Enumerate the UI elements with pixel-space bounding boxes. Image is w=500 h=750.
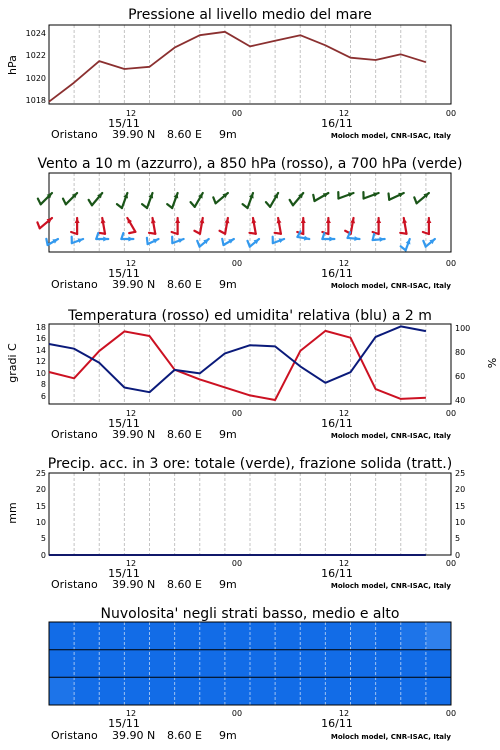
- precipitation-y-tick: 0: [40, 551, 46, 560]
- cloud-cell-medio: [426, 650, 452, 678]
- x-tick-label: 00: [231, 709, 243, 718]
- precipitation-title: Precip. acc. in 3 ore: totale (verde), frazione solida (tratt.): [47, 456, 453, 472]
- location-lon: 8.60 E: [167, 278, 202, 291]
- pressure-x-axis: [108, 109, 456, 130]
- temperature-y-ticks: [36, 323, 46, 401]
- pressure-line: [49, 32, 426, 102]
- model-credit: Moloch model, CNR-ISAC, Italy: [330, 432, 451, 440]
- cloud-cell-alto: [351, 622, 377, 650]
- cloud-cell-medio: [325, 650, 351, 678]
- cloud-cell-alto: [175, 622, 201, 650]
- cloud-location-footer: [51, 729, 451, 742]
- wind-arrow-10m-feather: [423, 241, 425, 247]
- wind-barb-700hpa: [243, 193, 254, 208]
- location-lon: 8.60 E: [167, 428, 202, 441]
- wind-arrow-10m-feather: [247, 241, 249, 247]
- wind-barb-700hpa: [167, 193, 178, 208]
- x-tick-label: 00: [231, 259, 243, 268]
- cloud-cell-medio: [351, 650, 377, 678]
- x-tick-label: 00: [231, 109, 243, 118]
- day-label: 16/11: [321, 417, 353, 430]
- cloud-cell-basso: [225, 677, 251, 705]
- cloud-cell-basso: [401, 677, 427, 705]
- wind-barb-850hpa-head: [326, 218, 331, 223]
- pressure-y-tick: 1018: [25, 96, 46, 105]
- wind-barb-700hpa-feather: [213, 197, 215, 203]
- cloud-cell-alto: [74, 622, 100, 650]
- humidity-y-ticks: [455, 324, 470, 405]
- wind-barb-850hpa: [149, 218, 156, 234]
- wind-barb-700hpa: [290, 193, 304, 205]
- day-label: 16/11: [321, 567, 353, 580]
- pressure-y-label: hPa: [6, 55, 19, 75]
- precipitation-y-tick: 25: [455, 469, 466, 478]
- day-label: 15/11: [108, 567, 140, 580]
- wind-arrow-10m-feather: [197, 241, 199, 247]
- x-tick-label: 00: [445, 559, 457, 568]
- wind-barb-700hpa: [191, 193, 203, 207]
- cloud-cell-medio: [401, 650, 427, 678]
- x-tick-label: 00: [445, 709, 457, 718]
- location-lat: 39.90 N: [112, 278, 156, 291]
- x-tick-label: 12: [125, 709, 137, 718]
- wind-barb-850hpa: [373, 218, 382, 234]
- cloud-cell-medio: [225, 650, 251, 678]
- cloud-cell-basso: [275, 677, 301, 705]
- wind-title: Vento a 10 m (azzurro), a 850 hPa (rosso), a 700 hPa (verde): [37, 156, 463, 172]
- wind-arrow-10m-feather: [46, 239, 47, 245]
- x-tick-label: 00: [445, 259, 457, 268]
- wind-arrow-10m: [72, 237, 83, 243]
- location-lon: 8.60 E: [167, 128, 202, 141]
- wind-barb-850hpa-feather: [149, 233, 155, 234]
- wind-barb-700hpa-feather: [266, 202, 270, 207]
- model-credit: Moloch model, CNR-ISAC, Italy: [330, 582, 451, 590]
- pressure-panel: [6, 7, 456, 141]
- cloud-cell-alto: [325, 622, 351, 650]
- location-name: Oristano: [51, 729, 98, 742]
- wind-arrow-10m: [222, 239, 234, 245]
- location-lon: 8.60 E: [167, 578, 202, 591]
- temperature-line: [49, 331, 426, 400]
- pressure-y-ticks: [26, 29, 46, 105]
- wind-barb-850hpa-head: [75, 218, 80, 223]
- model-credit: Moloch model, CNR-ISAC, Italy: [330, 132, 451, 140]
- location-lon: 8.60 E: [167, 729, 202, 742]
- x-tick-label: 12: [125, 559, 137, 568]
- wind-location-footer: [51, 278, 451, 291]
- location-lat: 39.90 N: [112, 729, 156, 742]
- temperature-y-tick: 6: [40, 392, 46, 401]
- cloud-cell-alto: [250, 622, 276, 650]
- temperature-y-tick: 14: [35, 346, 46, 355]
- wind-panel: [37, 156, 462, 291]
- cloud-cell-medio: [175, 650, 201, 678]
- location-alt: 9m: [219, 578, 237, 591]
- wind-arrow-10m: [247, 239, 259, 247]
- cloud-cell-alto: [150, 622, 176, 650]
- x-tick-label: 12: [338, 109, 350, 118]
- wind-barb-700hpa: [266, 193, 278, 207]
- precipitation-y-tick: 15: [35, 502, 46, 511]
- wind-arrow-10m: [423, 239, 435, 247]
- cloud-cell-basso: [49, 677, 75, 705]
- humidity-y-tick: 80: [455, 348, 466, 357]
- wind-barb-850hpa: [37, 218, 52, 228]
- location-lat: 39.90 N: [112, 128, 156, 141]
- location-alt: 9m: [219, 428, 237, 441]
- temperature-y-tick: 16: [35, 334, 46, 343]
- wind-arrow-10m-feather: [147, 238, 148, 244]
- pressure-location-footer: [51, 128, 451, 141]
- location-alt: 9m: [219, 729, 237, 742]
- cloud-cell-basso: [200, 677, 226, 705]
- cloud-cell-alto: [426, 622, 452, 650]
- wind-barb-700hpa: [89, 193, 103, 205]
- cloud-cell-basso: [376, 677, 402, 705]
- wind-barb-700hpa: [363, 192, 378, 198]
- cloud-cell-medio: [49, 650, 75, 678]
- cloud-cell-basso: [99, 677, 125, 705]
- location-name: Oristano: [51, 578, 98, 591]
- precipitation-y-label: mm: [6, 502, 19, 524]
- humidity-y-tick: 60: [455, 372, 466, 381]
- wind-arrow-10m-feather: [401, 246, 406, 250]
- x-tick-label: 12: [338, 559, 350, 568]
- location-name: Oristano: [51, 428, 98, 441]
- x-tick-label: 00: [445, 109, 457, 118]
- cloud-cell-basso: [351, 677, 377, 705]
- pressure-series: [49, 32, 426, 102]
- cloud-cell-basso: [124, 677, 150, 705]
- wind-arrow-10m: [348, 232, 360, 241]
- wind-arrow-10m-head: [103, 237, 108, 242]
- wind-barb-700hpa: [213, 193, 228, 203]
- precipitation-y-tick: 10: [35, 518, 46, 527]
- model-credit: Moloch model, CNR-ISAC, Italy: [330, 733, 451, 741]
- x-tick-label: 12: [125, 109, 137, 118]
- wind-barb-700hpa-feather: [117, 204, 122, 208]
- day-label: 16/11: [321, 717, 353, 730]
- wind-barb-850hpa-head: [376, 218, 381, 223]
- model-credit: Moloch model, CNR-ISAC, Italy: [330, 282, 451, 290]
- precipitation-y-tick: 5: [455, 534, 461, 543]
- x-tick-label: 12: [338, 709, 350, 718]
- cloud-cell-alto: [49, 622, 75, 650]
- x-tick-label: 12: [338, 259, 350, 268]
- x-tick-label: 12: [338, 409, 350, 418]
- x-tick-label: 00: [445, 409, 457, 418]
- cloud-cell-alto: [401, 622, 427, 650]
- wind-arrow-10m-feather: [222, 239, 223, 245]
- wind-barb-850hpa: [71, 218, 80, 234]
- day-label: 15/11: [108, 417, 140, 430]
- cloud-cell-medio: [250, 650, 276, 678]
- wind-arrow-10m: [197, 239, 209, 247]
- wind-barb-850hpa-feather: [400, 233, 406, 234]
- wind-barb-850hpa-feather: [275, 233, 281, 234]
- cloud-cell-alto: [124, 622, 150, 650]
- cloud-cell-basso: [74, 677, 100, 705]
- location-alt: 9m: [219, 128, 237, 141]
- precipitation-y-tick: 20: [455, 485, 466, 494]
- cloud-cell-alto: [99, 622, 125, 650]
- wind-barb-700hpa-feather: [167, 204, 172, 208]
- x-tick-label: 12: [125, 259, 137, 268]
- cloud-panel: [49, 606, 456, 742]
- temperature-y-tick: 18: [35, 323, 46, 332]
- location-lat: 39.90 N: [112, 578, 156, 591]
- temperature-x-axis: [108, 409, 456, 430]
- cloud-cell-alto: [225, 622, 251, 650]
- cloud-cell-alto: [275, 622, 301, 650]
- wind-barb-700hpa-feather: [313, 195, 314, 201]
- wind-barb-850hpa-head: [301, 218, 306, 223]
- wind-barb-850hpa: [275, 218, 282, 234]
- wind-barb-700hpa: [414, 193, 429, 203]
- pressure-gridlines: [74, 25, 426, 104]
- precipitation-y-tick: 25: [35, 469, 46, 478]
- humidity-line: [49, 326, 426, 392]
- wind-barb-700hpa: [117, 193, 128, 208]
- precipitation-gridlines: [74, 473, 426, 555]
- humidity-y-tick: 100: [455, 324, 471, 333]
- x-tick-label: 00: [231, 409, 243, 418]
- temperature-location-footer: [51, 428, 451, 441]
- temperature-y-tick: 10: [35, 369, 46, 378]
- precipitation-y-ticks-left: [36, 469, 46, 560]
- day-label: 15/11: [108, 267, 140, 280]
- cloud-cell-alto: [376, 622, 402, 650]
- wind-barb-700hpa-feather: [290, 200, 293, 205]
- pressure-y-tick: 1020: [25, 74, 46, 83]
- location-name: Oristano: [51, 128, 98, 141]
- wind-barb-700hpa-feather: [243, 204, 248, 208]
- cloud-cell-medio: [376, 650, 402, 678]
- wind-barb-850hpa-head: [175, 218, 180, 223]
- location-name: Oristano: [51, 278, 98, 291]
- wind-barb-700hpa-feather: [89, 200, 92, 205]
- wind-barb-700hpa: [63, 193, 77, 204]
- wind-barb-850hpa: [127, 218, 135, 233]
- temperature-panel: [6, 308, 498, 441]
- precipitation-y-tick: 0: [455, 551, 461, 560]
- wind-barb-700hpa: [338, 192, 353, 198]
- precipitation-y-ticks-right: [455, 469, 465, 560]
- temperature-y-label: gradi C: [6, 343, 19, 383]
- precipitation-y-tick: 10: [455, 518, 466, 527]
- x-tick-label: 12: [125, 409, 137, 418]
- day-label: 16/11: [321, 267, 353, 280]
- cloud-cell-basso: [250, 677, 276, 705]
- cloud-cell-medio: [124, 650, 150, 678]
- wind-barb-850hpa-feather: [129, 232, 135, 233]
- wind-barb-850hpa-feather: [220, 231, 226, 234]
- wind-barb-700hpa-feather: [38, 199, 41, 205]
- wind-barb-850hpa: [400, 218, 407, 234]
- location-alt: 9m: [219, 278, 237, 291]
- wind-barb-850hpa-feather: [37, 222, 39, 228]
- wind-barb-700hpa-feather: [389, 193, 390, 199]
- cloud-cell-medio: [150, 650, 176, 678]
- wind-arrow-10m-head: [128, 237, 133, 242]
- cloud-cell-basso: [300, 677, 326, 705]
- wind-arrow-10m-head: [329, 237, 334, 242]
- day-label: 15/11: [108, 717, 140, 730]
- wind-barb-850hpa: [250, 218, 257, 234]
- cloud-cell-basso: [325, 677, 351, 705]
- wind-arrow-10m-head: [354, 236, 359, 241]
- precipitation-panel: [6, 456, 465, 591]
- wind-arrow-10m: [172, 237, 183, 243]
- humidity-y-label: %: [485, 357, 498, 369]
- wind-barb-850hpa: [172, 218, 181, 234]
- wind-barb-700hpa-feather: [142, 204, 147, 208]
- cloud-cell-basso: [175, 677, 201, 705]
- wind-barb-850hpa: [322, 218, 331, 234]
- cloud-cell-alto: [200, 622, 226, 650]
- wind-barb-700hpa: [389, 193, 404, 200]
- humidity-y-tick: 40: [455, 396, 466, 405]
- wind-barb-700hpa: [313, 193, 328, 201]
- day-label: 16/11: [321, 117, 353, 130]
- cloud-cell-basso: [150, 677, 176, 705]
- wind-barb-700hpa-feather: [63, 199, 66, 205]
- temperature-title: Temperatura (rosso) ed umidita' relativa (blu) a 2 m: [68, 308, 432, 324]
- pressure-y-tick: 1022: [25, 51, 46, 60]
- pressure-y-tick: 1024: [25, 29, 46, 38]
- cloud-cell-medio: [99, 650, 125, 678]
- wind-barb-700hpa: [142, 193, 153, 208]
- precipitation-location-footer: [51, 578, 451, 591]
- temperature-y-tick: 8: [40, 380, 46, 389]
- precipitation-x-axis: [108, 559, 456, 580]
- precipitation-y-tick: 15: [455, 502, 466, 511]
- wind-arrow-10m: [401, 239, 411, 250]
- temperature-gridlines: [74, 324, 426, 404]
- wind-arrow-10m: [273, 237, 284, 243]
- cloud-cell-medio: [200, 650, 226, 678]
- day-label: 15/11: [108, 117, 140, 130]
- wind-barb-850hpa-feather: [99, 233, 105, 234]
- cloud-cell-medio: [275, 650, 301, 678]
- wind-arrow-10m: [147, 238, 159, 244]
- cloud-cell-medio: [300, 650, 326, 678]
- wind-barb-850hpa-feather: [250, 233, 256, 234]
- location-lat: 39.90 N: [112, 428, 156, 441]
- temperature-humidity-series: [49, 326, 426, 400]
- wind-barb-850hpa-feather: [194, 231, 200, 234]
- wind-barb-850hpa: [99, 218, 106, 234]
- wind-arrow-10m-feather: [373, 234, 374, 240]
- cloud-title: Nuvolosita' negli strati basso, medio e alto: [100, 606, 400, 622]
- temperature-y-tick: 12: [35, 357, 46, 366]
- cloud-cell-medio: [74, 650, 100, 678]
- cloud-x-axis: [108, 709, 456, 730]
- cloud-cell-basso: [426, 677, 452, 705]
- wind-barb-850hpa-head: [426, 218, 431, 223]
- pressure-title: Pressione al livello medio del mare: [128, 7, 372, 23]
- wind-arrow-10m-head: [379, 237, 384, 242]
- x-tick-label: 00: [231, 559, 243, 568]
- wind-arrow-10m: [46, 239, 58, 245]
- wind-arrow-10m: [121, 233, 133, 242]
- wind-barb-700hpa: [38, 193, 52, 204]
- wind-x-axis: [108, 259, 456, 280]
- wind-barb-850hpa: [423, 218, 432, 234]
- wind-barb-700hpa-feather: [414, 197, 416, 203]
- wind-barb-700hpa-feather: [191, 202, 195, 207]
- cloud-cell-alto: [300, 622, 326, 650]
- precipitation-y-tick: 5: [40, 534, 46, 543]
- precipitation-y-tick: 20: [35, 485, 46, 494]
